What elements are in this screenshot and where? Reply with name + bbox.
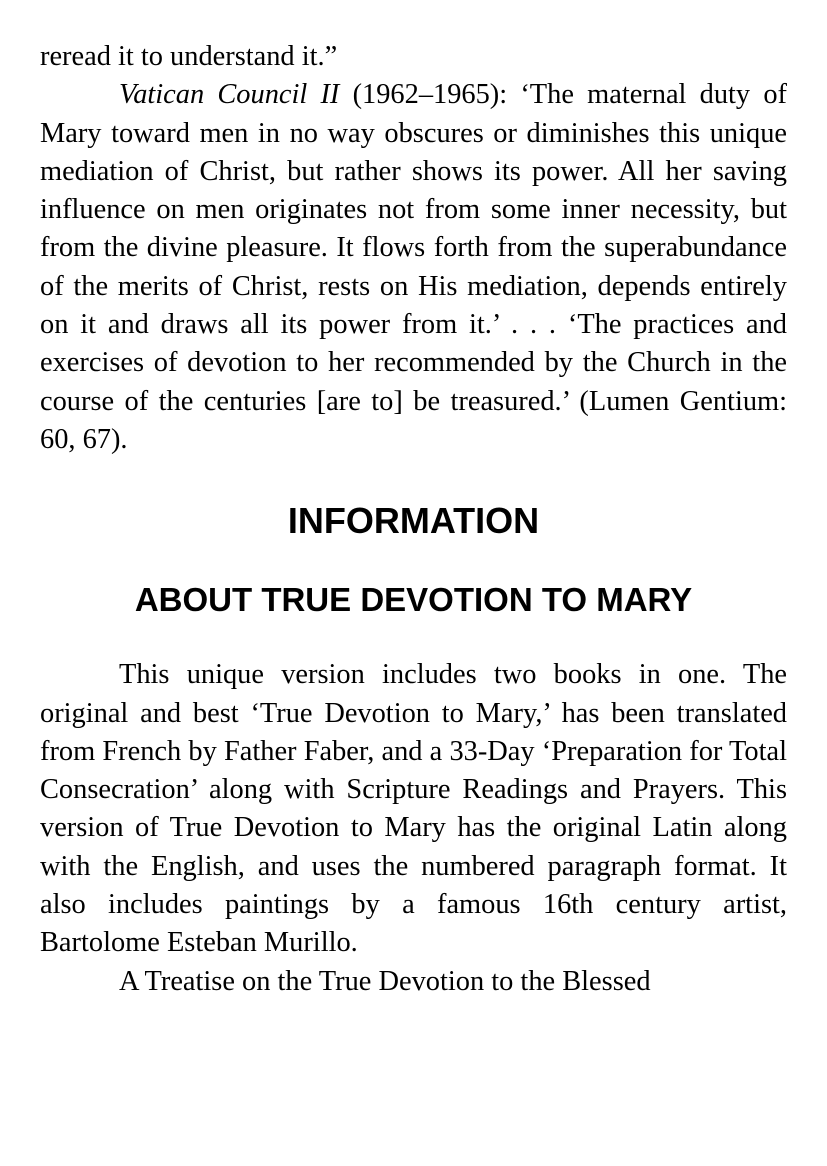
document-page	[40, 38, 787, 1001]
section-subheading: ABOUT TRUE DEVOTION TO MARY	[134, 581, 693, 619]
paragraph-information: This unique version includes two books in one. The original and best ‘True Devotion to Mary,’ has been translated from French by Father Faber, and a 33-Day ‘Preparation for Total Consecration’ along with Scripture Readings and Prayers. This version of True Devotion to Mary has the original Latin along with the English, and uses the numbered paragraph format. It also includes paintings by a famous 16th century artist, Bartolome Esteban Murillo.	[40, 659, 787, 959]
paragraph-treatise-start: A Treatise on the True Devotion to the Blessed	[119, 965, 651, 997]
paragraph-vatican-council-quote	[40, 76, 787, 459]
paragraph-continuation: reread it to understand it.”	[40, 41, 338, 72]
vatican-council-lead: Vatican Council II	[119, 79, 340, 111]
section-heading: INFORMATION	[287, 500, 540, 542]
vatican-council-text: (1962–1965): ‘The maternal duty of Mary toward men in no way obscures or diminishes this unique mediation of Christ, but rather shows its power. All her saving influence on men originates not from some inner necessity, but from the divine pleasure. It flows forth from the superabundance of the merits of Christ, rests on His mediation, depends entirely on it and draws all its power from it.’ . . . ‘The practices and exercises of devotion to her recommended by the Church in the course of the centuries [are to] be treasured.’ (Lumen Gentium: 60, 67).	[40, 79, 787, 455]
